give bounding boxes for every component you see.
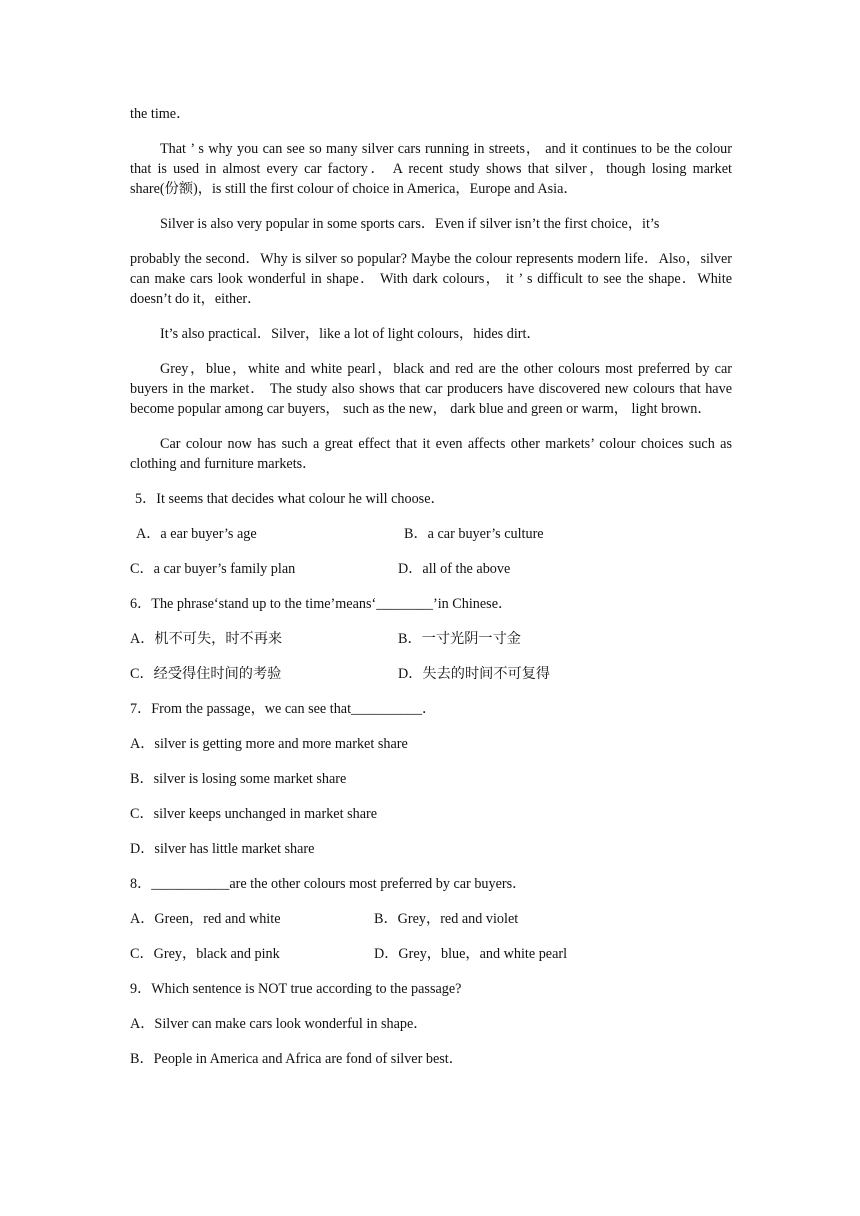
question-7-option-a: A．silver is getting more and more market share xyxy=(130,736,408,752)
passage-paragraph-3: It’s also practical．Silver，like a lot of light colours，hides dirt． xyxy=(160,326,541,342)
question-6-stem: 6．The phrase‘stand up to the time’means‘________’in Chinese． xyxy=(130,596,513,612)
question-8-option-d: D．Grey，blue，and white pearl xyxy=(374,946,568,962)
question-8-option-c: C．Grey，black and pink xyxy=(130,946,280,962)
question-5-options-row-1 xyxy=(130,524,732,544)
question-7-option-b: B．silver is losing some market share xyxy=(130,771,347,787)
question-8-option-b: B．Grey，red and violet xyxy=(374,911,519,927)
question-6-option-c: C．经受得住时间的考验 xyxy=(130,666,282,682)
question-6-options-row-1 xyxy=(130,629,732,649)
question-7-stem: 7．From the passage，we can see that__________． xyxy=(130,701,437,717)
question-5-option-a: A．a ear buyer’s age xyxy=(136,526,257,542)
question-9-option-a: A．Silver can make cars look wonderful in shape． xyxy=(130,1016,428,1032)
passage-paragraph-2-rest: probably the second．Why is silver so popular? Maybe the colour represents modern life．Also，silver can make cars look wonderful in shape． With dark colours， it ’ s difficult to see the shape．White doesn’t do it，either． xyxy=(130,251,732,307)
question-8-stem: 8．___________are the other colours most preferred by car buyers． xyxy=(130,876,527,892)
question-6-option-d: D．失去的时间不可复得 xyxy=(398,666,551,682)
passage-paragraph-1: That ’ s why you can see so many silver cars running in streets， and it continues to be the colour that is used in almost every car factory． A recent study shows that silver，though losing market share(份额)，is still the first colour of choice in America，Europe and Asia． xyxy=(130,141,732,197)
passage-paragraph-5: Car colour now has such a great effect that it even affects other markets’ colour choices such as clothing and furniture markets． xyxy=(130,436,732,472)
passage-paragraph-2-first-line: Silver is also very popular in some sports cars．Even if silver isn’t the first choice，it’s xyxy=(160,216,660,232)
question-6-option-a: A．机不可失，时不再来 xyxy=(130,631,283,647)
document-page xyxy=(130,104,732,1069)
question-8-option-a: A．Green，red and white xyxy=(130,911,281,927)
question-9-option-b: B．People in America and Africa are fond of silver best． xyxy=(130,1051,463,1067)
question-5-option-d: D．all of the above xyxy=(398,561,511,577)
question-5-option-c: C．a car buyer’s family plan xyxy=(130,561,296,577)
question-6-option-b: B．一寸光阴一寸金 xyxy=(398,631,521,647)
question-5-options-row-2 xyxy=(130,559,732,579)
question-8-options-row-1 xyxy=(130,909,732,929)
question-7-option-c: C．silver keeps unchanged in market share xyxy=(130,806,378,822)
question-7-option-d: D．silver has little market share xyxy=(130,841,315,857)
question-5-option-b: B．a car buyer’s culture xyxy=(404,526,544,542)
question-6-options-row-2 xyxy=(130,664,732,684)
question-5-stem: 5．It seems that decides what colour he will choose． xyxy=(135,491,445,507)
question-9-stem: 9．Which sentence is NOT true according to the passage? xyxy=(130,981,462,997)
passage-paragraph-4: Grey，blue，white and white pearl，black and red are the other colours most preferred by car buyers in the market． The study also shows that car producers have discovered new colours that have become popular among car buyers， such as the new， dark blue and green or warm， light brown． xyxy=(130,361,732,417)
question-8-options-row-2 xyxy=(130,944,732,964)
passage-line-continued: the time． xyxy=(130,106,191,122)
